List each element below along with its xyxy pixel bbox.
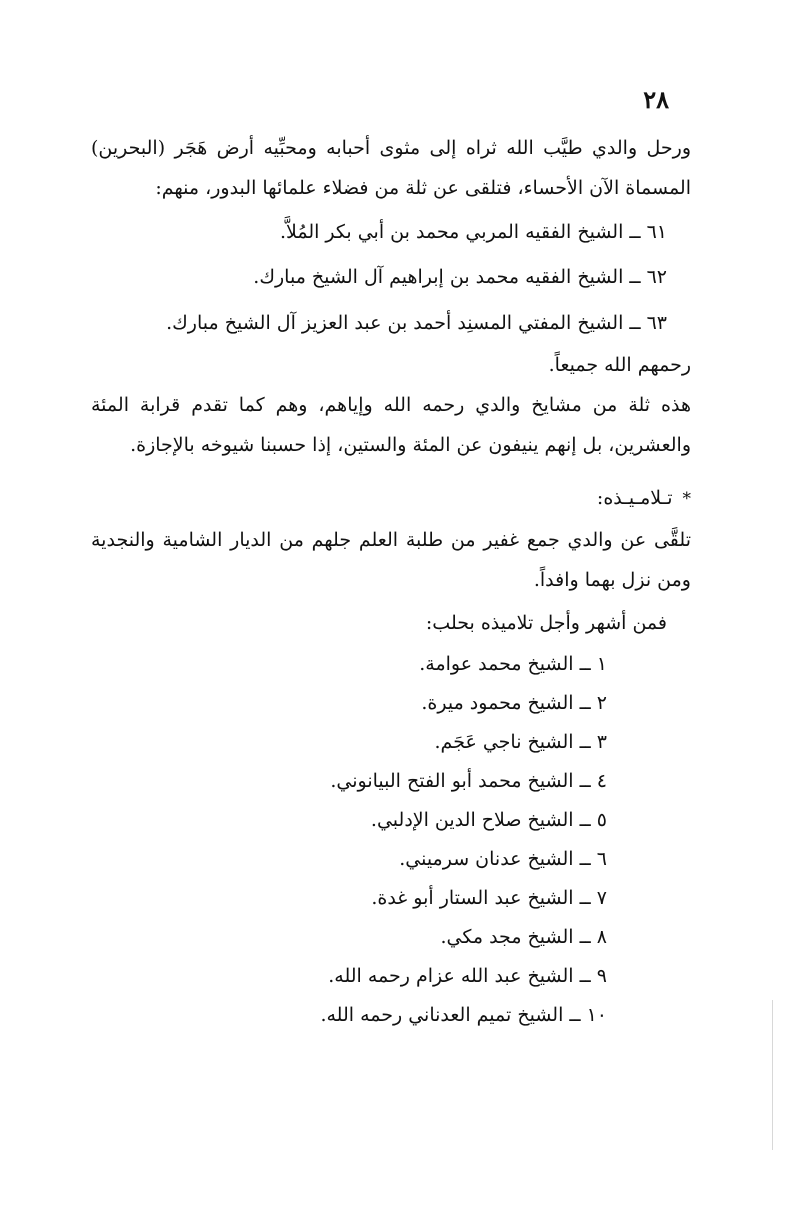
teacher-item-62: ٦٢ ــ الشيخ الفقيه محمد بن إبراهيم آل الشيخ مبارك.	[253, 266, 667, 288]
paragraph-students-intro: تلقَّى عن والدي جمع غفير من طلبة العلم جلهم من الديار الشامية والنجدية ومن نزل بهما وافداً.	[91, 529, 691, 591]
teacher-item-61: ٦١ ــ الشيخ الفقيه المربي محمد بن أبي بكر المُلاَّ.	[279, 221, 667, 243]
student-item: ٩ ــ الشيخ عبد الله عزام رحمه الله.	[328, 965, 607, 987]
mercy-line: رحمهم الله جميعاً.	[548, 354, 691, 376]
section-heading-students	[597, 480, 691, 517]
teacher-item-63: ٦٣ ــ الشيخ المفتي المسنِد أحمد بن عبد العزيز آل الشيخ مبارك.	[166, 312, 667, 334]
student-item: ١٠ ــ الشيخ تميم العدناني رحمه الله.	[320, 1004, 607, 1026]
asterisk-icon: *	[682, 489, 691, 509]
student-item: ٥ ــ الشيخ صلاح الدين الإدلبي.	[370, 809, 607, 831]
student-item: ٦ ــ الشيخ عدنان سرميني.	[399, 848, 607, 870]
students-list	[320, 645, 607, 1035]
students-aleppo-intro: فمن أشهر وأجل تلاميذه بحلب:	[425, 612, 667, 634]
student-item: ٤ ــ الشيخ محمد أبو الفتح البيانوني.	[330, 770, 607, 792]
student-item: ٣ ــ الشيخ ناجي عَجَم.	[434, 731, 607, 753]
paragraph-teachers-summary: هذه ثلة من مشايخ والدي رحمه الله وإياهم، وهم كما تقدم قرابة المئة والعشرين، بل إنهم ينيفون عن المئة والستين، إذا حسبنا شيوخه بالإجازة.	[91, 394, 691, 456]
student-item: ٨ ــ الشيخ مجد مكي.	[440, 926, 607, 948]
student-item: ٢ ــ الشيخ محمود ميرة.	[421, 692, 607, 714]
page-number: ٢٨	[643, 85, 669, 114]
scan-edge-mark	[772, 1000, 773, 1150]
section-title: تـلامـيـذه:	[596, 487, 673, 509]
student-item: ٧ ــ الشيخ عبد الستار أبو غدة.	[371, 887, 607, 909]
paragraph-travel-to-hajar: ورحل والدي طيَّب الله ثراه إلى مثوى أحبابه ومحبِّيه أرض هَجَر (البحرين) المسماة الآن الأحساء، فتلقى عن ثلة من فضلاء علمائها البدور، منهم:	[91, 137, 691, 199]
student-item: ١ ــ الشيخ محمد عوامة.	[419, 653, 607, 675]
